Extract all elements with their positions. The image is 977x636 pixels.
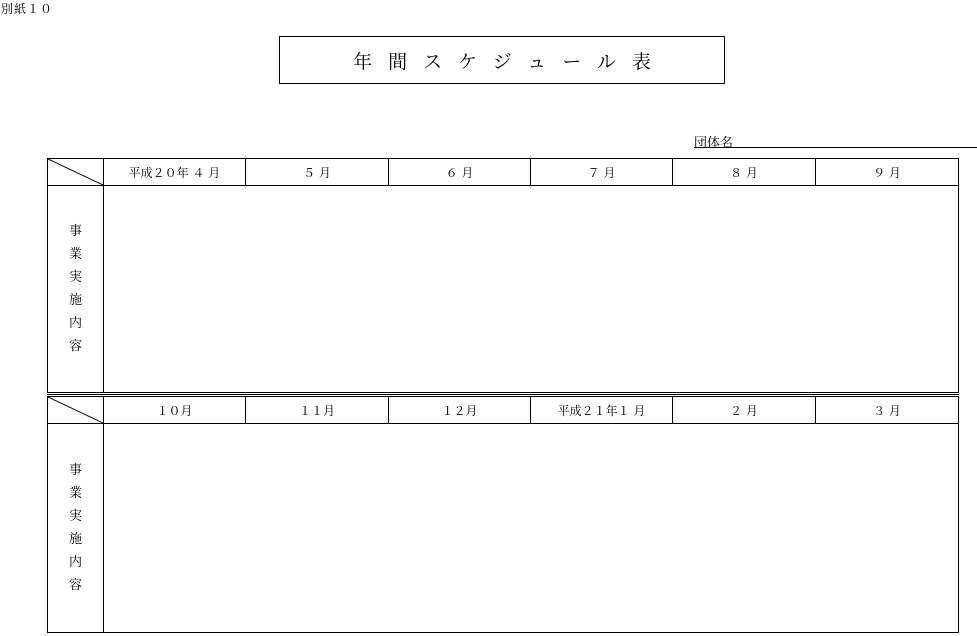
diagonal-line — [48, 159, 103, 185]
group-name-label: 団体名 — [694, 136, 734, 151]
month-header-dec: １２月 — [389, 396, 531, 424]
side-label-cell — [48, 424, 104, 633]
side-label-cell — [48, 186, 104, 393]
month-header-mar: ３ 月 — [816, 396, 959, 424]
schedule-table-second-half — [47, 394, 959, 633]
content-row — [48, 424, 959, 633]
diagonal-line — [48, 397, 103, 423]
content-area-second-half[interactable] — [104, 424, 959, 633]
page-title: 年間スケジュール表 — [353, 50, 667, 73]
group-name-line[interactable] — [694, 147, 977, 148]
month-header-nov: １１月 — [246, 396, 389, 424]
month-header-apr: 平成２０年 ４ 月 — [104, 159, 246, 186]
month-header-sep: ９ 月 — [816, 159, 959, 186]
month-header-jun: ６ 月 — [389, 159, 531, 186]
month-header-feb: ２ 月 — [673, 396, 816, 424]
side-label: 事業実施内容 — [68, 463, 82, 593]
month-header-may: ５ 月 — [246, 159, 389, 186]
content-row — [48, 186, 959, 393]
month-header-jan: 平成２１年１ 月 — [531, 396, 673, 424]
side-label: 事業実施内容 — [68, 224, 82, 354]
month-header-jul: ７ 月 — [531, 159, 673, 186]
corner-cell — [48, 159, 104, 186]
month-header-row — [48, 159, 959, 186]
schedule-table-first-half — [47, 158, 959, 393]
month-header-row — [48, 396, 959, 424]
month-header-oct: １０月 — [104, 396, 246, 424]
month-header-aug: ８ 月 — [673, 159, 816, 186]
corner-cell — [48, 396, 104, 424]
title-box — [279, 36, 725, 84]
content-area-first-half[interactable] — [104, 186, 959, 393]
annex-label: 別紙１０ — [1, 2, 54, 16]
